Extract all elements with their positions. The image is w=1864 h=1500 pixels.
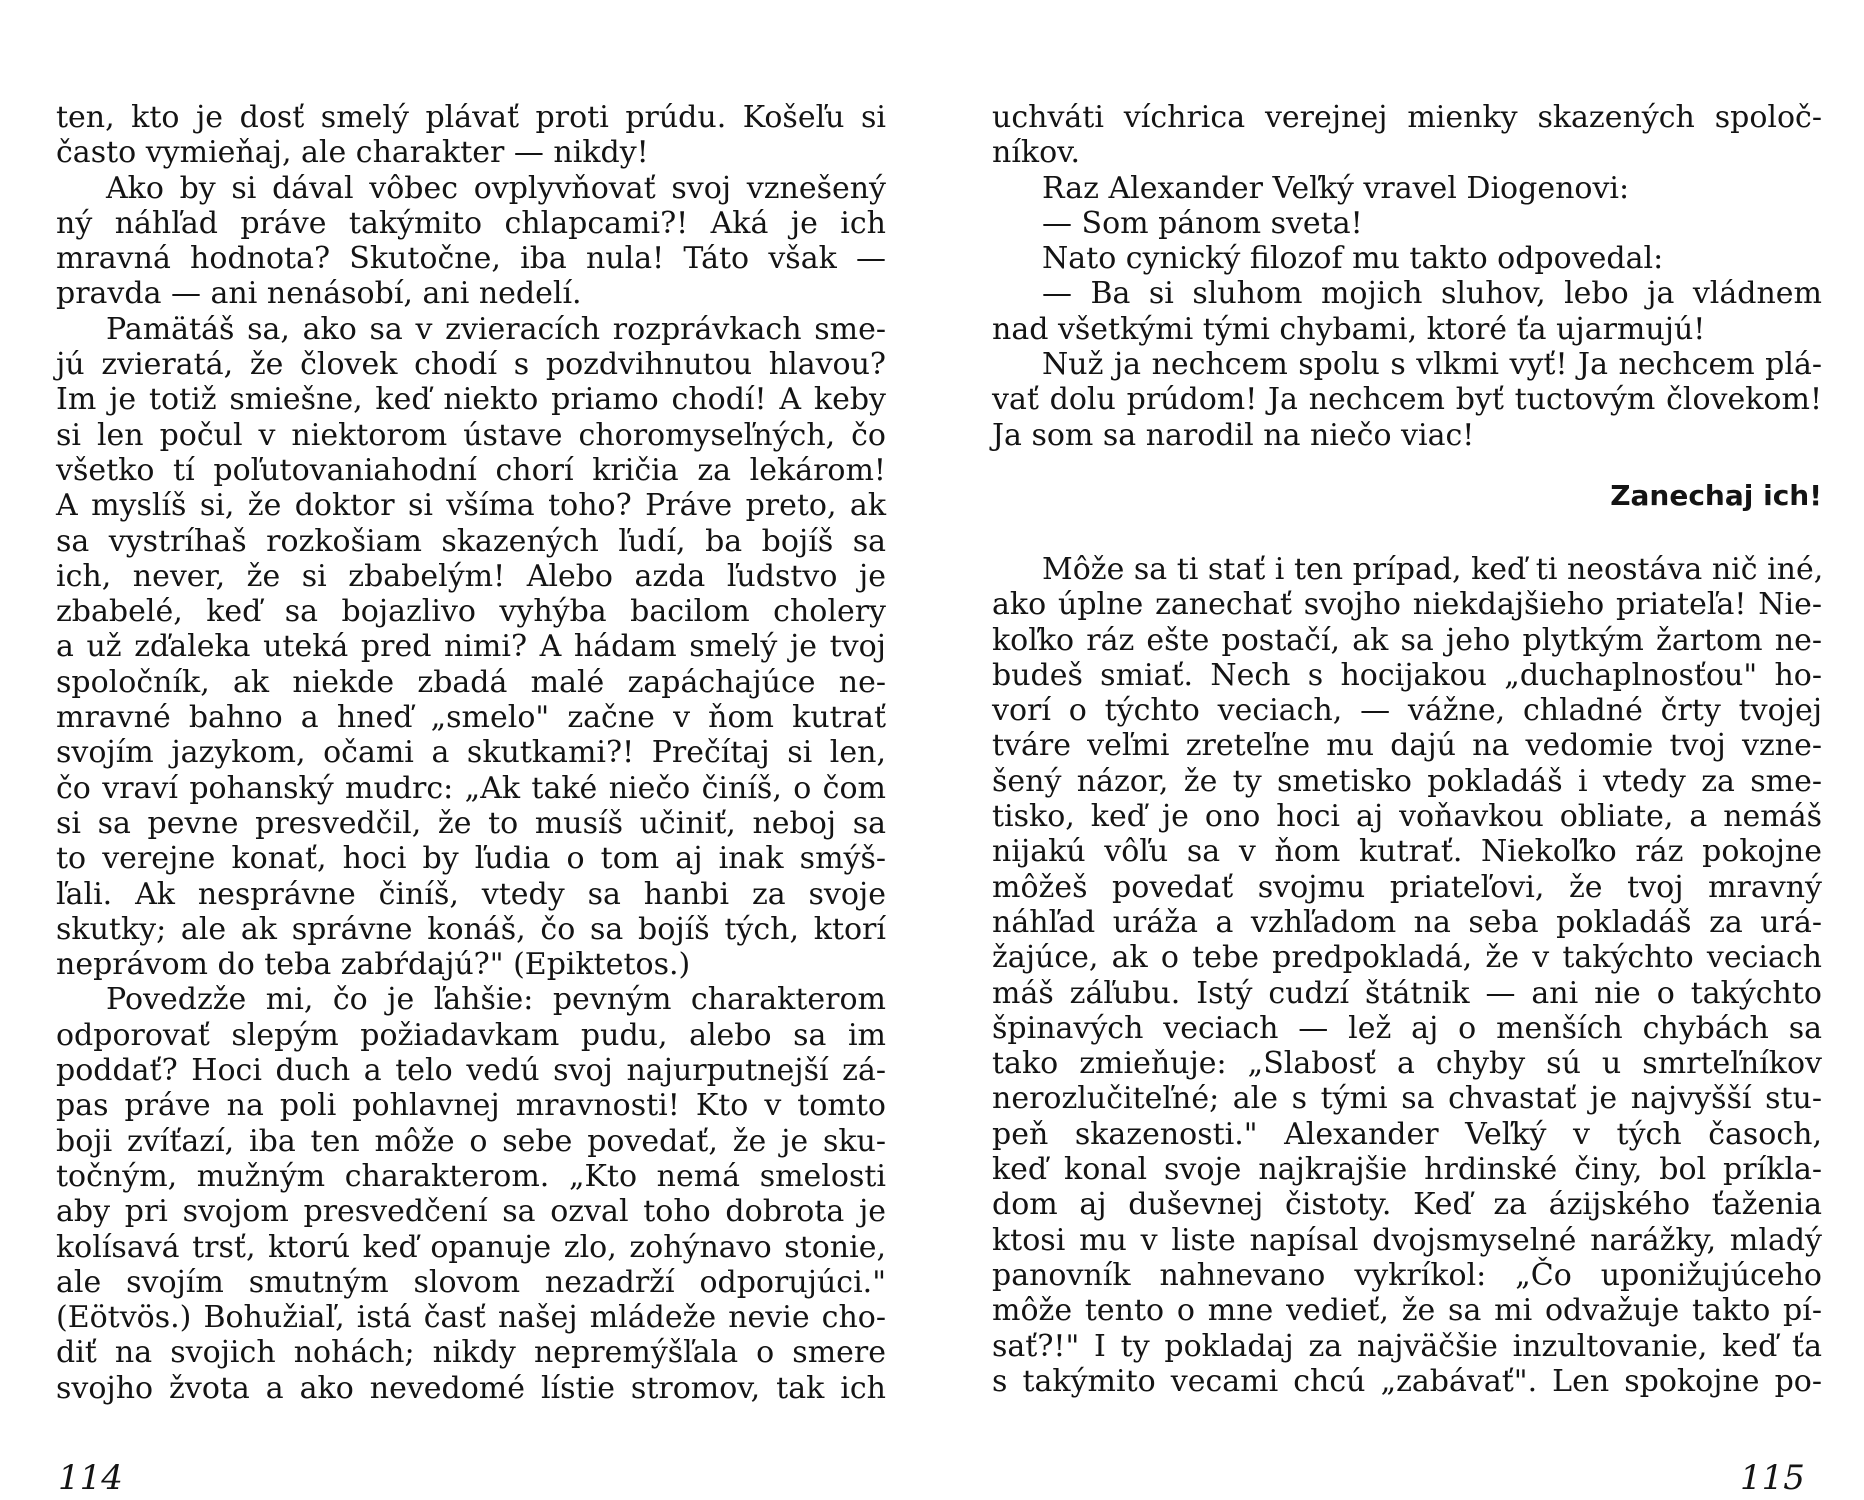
text-line: mravná hodnota? Skutočne, iba nula! Táto však — bbox=[56, 241, 886, 277]
right-page-text-bottom bbox=[992, 552, 1822, 1399]
text-line: nijakú vôľu sa v ňom kutrať. Niekoľko ráz pokojne bbox=[992, 834, 1822, 870]
right-page-text-top bbox=[992, 100, 1822, 453]
left-page bbox=[56, 100, 886, 1406]
text-line: diť na svojich nohách; nikdy nepremýšľala o smere bbox=[56, 1335, 886, 1371]
text-line: dom aj duševnej čistoty. Keď za ázijského ťaženia bbox=[992, 1187, 1822, 1223]
text-line: točným, mužným charakterom. „Kto nemá smelosti bbox=[56, 1158, 886, 1194]
right-page-number: 115 bbox=[1740, 1458, 1805, 1498]
text-line: môžeš povedať svojmu priateľovi, že tvoj mravný bbox=[992, 869, 1822, 905]
right-page bbox=[992, 100, 1822, 1399]
text-line: A myslíš si, že doktor si všíma toho? Práve preto, ak bbox=[56, 488, 886, 524]
text-line: máš záľubu. Istý cudzí štátnik — ani nie o takýchto bbox=[992, 975, 1822, 1011]
text-line: Povedzže mi, čo je ľahšie: pevným charakterom bbox=[106, 982, 886, 1018]
text-line: často vymieňaj, ale charakter — nikdy! bbox=[56, 135, 649, 171]
text-line: ľali. Ak nesprávne činíš, vtedy sa hanbi za svoje bbox=[56, 876, 886, 912]
text-line: vať dolu prúdom! Ja nechcem byť tuctovým človekom! bbox=[992, 382, 1822, 418]
text-line: ale svojím smutným slovom nezadrží odporujúci." bbox=[56, 1264, 886, 1300]
text-line: si len počul v niektorom ústave choromyseľných, čo bbox=[56, 417, 886, 453]
text-line: pas práve na poli pohlavnej mravnosti! Kto v tomto bbox=[56, 1088, 886, 1124]
text-line: tako zmieňuje: „Slabosť a chyby sú u smrteľníkov bbox=[992, 1046, 1822, 1082]
text-line: Nato cynický filozof mu takto odpovedal: bbox=[1042, 241, 1664, 277]
text-line: sať?!" I ty pokladaj za najväčšie inzultovanie, keď ťa bbox=[992, 1328, 1822, 1364]
text-line: si sa pevne presvedčil, že to musíš učiniť, neboj sa bbox=[56, 805, 886, 841]
text-line: nad všetkými tými chybami, ktoré ťa ujarmujú! bbox=[992, 311, 1706, 347]
text-line: a už zďaleka uteká pred nimi? A hádam smelý je tvoj bbox=[56, 629, 886, 665]
text-line: keď konal svoje najkrajšie hrdinské činy, bol príkla- bbox=[992, 1152, 1822, 1188]
text-line: skutky; ale ak správne konáš, čo sa bojíš tých, ktorí bbox=[56, 911, 886, 947]
text-line: Ako by si dával vôbec ovplyvňovať svoj vznešený bbox=[106, 170, 886, 206]
text-line: panovník nahnevano vykríkol: „Čo uponižujúceho bbox=[992, 1257, 1822, 1293]
text-line: neprávom do teba zabŕdajú?" (Epiktetos.) bbox=[56, 947, 691, 983]
text-line: svojho žvota a ako nevedomé lístie stromov, tak ich bbox=[56, 1370, 886, 1406]
text-line: sa vystríhaš rozkošiam skazených ľudí, ba bojíš sa bbox=[56, 523, 886, 559]
text-line: (Eötvös.) Bohužiaľ, istá časť našej mládeže nevie cho- bbox=[56, 1300, 886, 1336]
text-line: koľko ráz ešte postačí, ak sa jeho plytkým žartom ne- bbox=[992, 622, 1822, 658]
text-line: špinavých veciach — lež aj o menších chybách sa bbox=[992, 1010, 1822, 1046]
text-line: môže tento o mne vedieť, že sa mi odvažuje takto pí- bbox=[992, 1293, 1822, 1329]
text-line: tisko, keď je ono hoci aj voňavkou obliate, a nemáš bbox=[992, 799, 1822, 835]
text-line: s takýmito vecami chcú „zabávať". Len spokojne po- bbox=[992, 1363, 1822, 1399]
text-line: — Som pánom sveta! bbox=[1042, 205, 1363, 241]
text-line: zbabelé, keď sa bojazlivo vyhýba bacilom cholery bbox=[56, 594, 886, 630]
text-line: Môže sa ti stať i ten prípad, keď ti neostáva nič iné, bbox=[1042, 551, 1824, 587]
text-line: jú zvieratá, že človek chodí s pozdvihnutou hlavou? bbox=[56, 347, 886, 383]
text-line: boji zvíťazí, iba ten môže o sebe povedať, že je sku- bbox=[56, 1123, 886, 1159]
text-line: svojím jazykom, očami a skutkami?! Prečítaj si len, bbox=[56, 735, 886, 771]
text-line: to verejne konať, hoci by ľudia o tom aj inak smýš- bbox=[56, 841, 886, 877]
text-line: šený názor, že ty smetisko pokladáš i vtedy za sme- bbox=[992, 763, 1822, 799]
left-page-number: 114 bbox=[58, 1458, 123, 1498]
text-line: nerozlučiteľné; ale s tými sa chvastať je najvyšší stu- bbox=[992, 1081, 1822, 1117]
text-line: ný náhľad práve takýmito chlapcami?! Aká je ich bbox=[56, 205, 886, 241]
text-line: všetko tí poľutovaniahodní chorí kričia za lekárom! bbox=[56, 452, 886, 488]
text-line: uchváti víchrica verejnej mienky skazených spoloč- bbox=[992, 100, 1822, 135]
section-heading: Zanechaj ich! bbox=[1610, 478, 1822, 512]
text-line: spoločník, ak niekde zbadá malé zapáchajúce ne- bbox=[56, 664, 886, 700]
text-line: — Ba si sluhom mojich sluhov, lebo ja vládnem bbox=[1042, 276, 1822, 312]
text-line: vorí o týchto veciach, — vážne, chladné črty tvojej bbox=[992, 693, 1822, 729]
text-line: kolísavá trsť, ktorú keď opanuje zlo, zohýnavo stonie, bbox=[56, 1229, 886, 1265]
text-line: níkov. bbox=[992, 135, 1081, 171]
text-line: budeš smiať. Nech s hocijakou „duchaplnosťou" ho- bbox=[992, 657, 1822, 693]
text-line: ten, kto je dosť smelý plávať proti prúdu. Košeľu si bbox=[56, 100, 886, 135]
text-line: ktosi mu v liste napísal dvojsmyselné narážky, mladý bbox=[992, 1222, 1822, 1258]
text-line: žajúce, ak o tebe predpokladá, že v takýchto veciach bbox=[992, 940, 1822, 976]
text-line: Ja som sa narodil na niečo viac! bbox=[992, 417, 1475, 453]
text-line: Nuž ja nechcem spolu s vlkmi vyť! Ja nechcem plá- bbox=[1042, 347, 1822, 383]
text-line: odporovať slepým požiadavkam pudu, alebo sa im bbox=[56, 1017, 886, 1053]
text-line: pravda — ani nenásobí, ani nedelí. bbox=[56, 276, 582, 312]
text-line: tváre veľmi zreteľne mu dajú na vedomie tvoj vzne- bbox=[992, 728, 1822, 764]
left-page-text bbox=[56, 100, 886, 1406]
text-line: aby pri svojom presvedčení sa ozval toho dobrota je bbox=[56, 1194, 886, 1230]
text-line: ich, never, že si zbabelým! Alebo azda ľudstvo je bbox=[56, 558, 886, 594]
text-line: náhľad uráža a vzhľadom na seba pokladáš za urá- bbox=[992, 904, 1822, 940]
text-line: Raz Alexander Veľký vravel Diogenovi: bbox=[1042, 170, 1630, 206]
text-line: ako úplne zanechať svojho niekdajšieho priateľa! Nie- bbox=[992, 587, 1822, 623]
text-line: Im je totiž smiešne, keď niekto priamo chodí! A keby bbox=[56, 382, 886, 418]
text-line: Pamätáš sa, ako sa v zvieracích rozprávkach sme- bbox=[106, 311, 886, 347]
text-line: peň skazenosti." Alexander Veľký v tých časoch, bbox=[992, 1116, 1822, 1152]
text-line: mravné bahno a hneď „smelo" začne v ňom kutrať bbox=[56, 700, 886, 736]
text-line: čo vraví pohanský mudrc: „Ak také niečo činíš, o čom bbox=[56, 770, 886, 806]
text-line: poddať? Hoci duch a telo vedú svoj najurputnejší zá- bbox=[56, 1053, 886, 1089]
